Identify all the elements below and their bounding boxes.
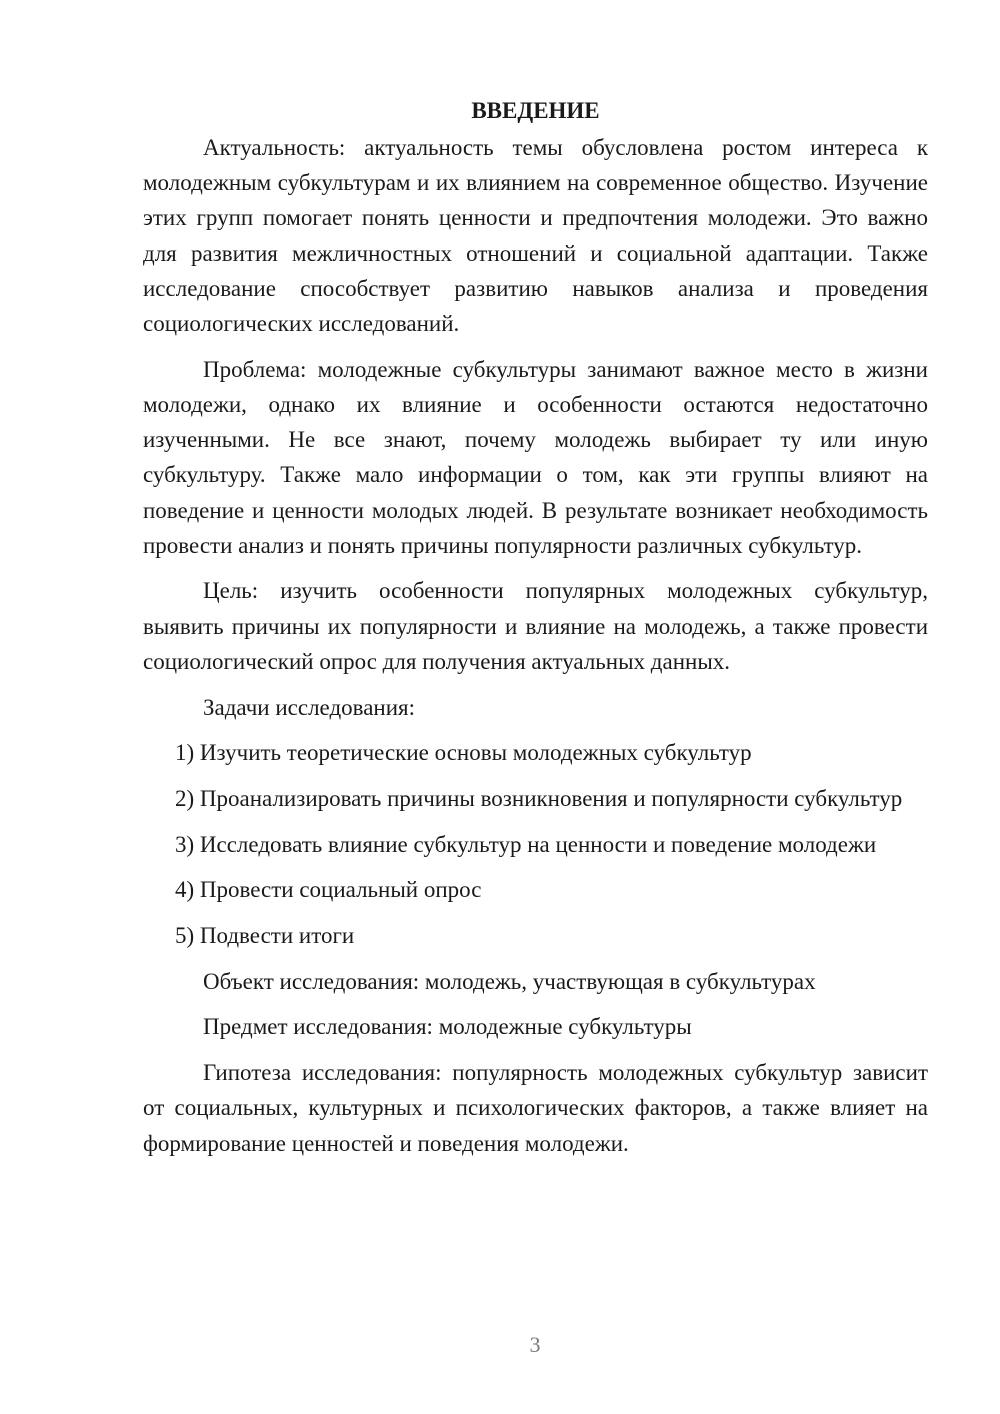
task-item: 1) Изучить теоретические основы молодежных субкультур: [175, 740, 752, 766]
page-number: 3: [529, 1332, 541, 1357]
problem-paragraph: Проблема: молодежные субкультуры занимают важное место в жизни молодежи, однако их влияние и особенности остаются недостаточно изученными. Не все знают, почему молодежь выбирает ту или иную субкультуру. Также мало информации о том, как эти группы влияют на поведение и ценности молодых людей. В результате возникает необходимость провести анализ и понять причины популярности различных субкультур.: [143, 356, 928, 558]
task-item: 2) Проанализировать причины возникновения и популярности субкультур: [175, 785, 903, 811]
goal-paragraph: Цель: изучить особенности популярных молодежных субкультур, выявить причины их популярности и влияние на молодежь, а также провести социологический опрос для получения актуальных данных.: [143, 578, 928, 674]
relevance-paragraph: Актуальность: актуальность темы обусловлена ростом интереса к молодежным субкультурам и их влиянием на современное общество. Изучение этих групп помогает понять ценности и предпочтения молодежи. Это важно для развития межличностных отношений и социальной адаптации. Также исследование способствует развитию навыков анализа и проведения социологических исследований.: [143, 135, 928, 337]
task-item: 3) Исследовать влияние субкультур на ценности и поведение молодежи: [175, 831, 877, 857]
hypothesis-paragraph: Гипотеза исследования: популярность молодежных субкультур зависит от социальных, культурных и психологических факторов, а также влияет на формирование ценностей и поведения молодежи.: [143, 1060, 928, 1156]
document-body: [143, 93, 928, 1161]
tasks-heading: Задачи исследования:: [203, 694, 416, 720]
subject-paragraph: Предмет исследования: молодежные субкультуры: [203, 1014, 692, 1040]
task-item: 4) Провести социальный опрос: [175, 877, 482, 903]
task-item: 5) Подвести итоги: [175, 923, 355, 949]
object-paragraph: Объект исследования: молодежь, участвующая в субкультурах: [203, 968, 816, 994]
page-title: ВВЕДЕНИЕ: [471, 98, 600, 123]
page-number-footer: [72, 1330, 1000, 1360]
